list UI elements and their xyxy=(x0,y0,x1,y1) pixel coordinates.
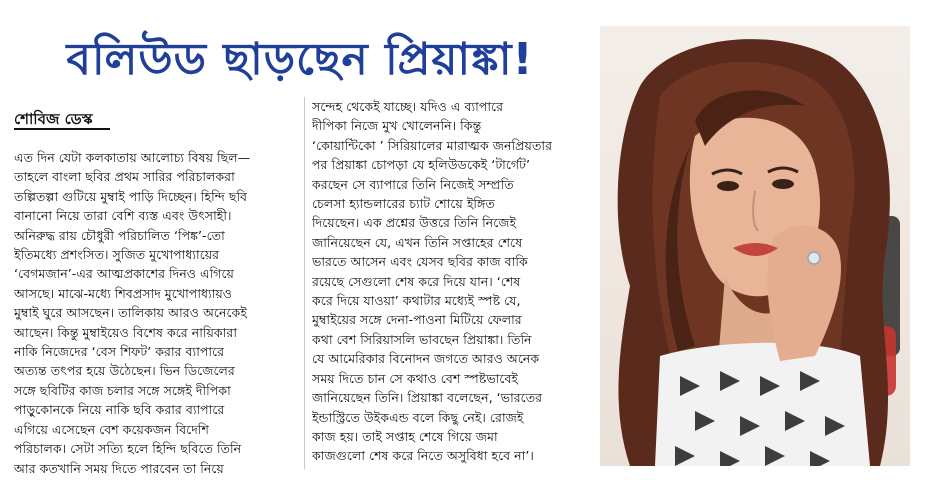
text-line: আসছে। মাঝে-মধ্যে শিবপ্রসাদ মুখোপাধ্যায়ও xyxy=(14,285,233,301)
text-line: ইতিমধ্যে প্রশংসিত। সুজিত মুখোপাধ্যায়ের xyxy=(14,247,220,263)
text-line: দিয়েছেন। এক প্রশ্নের উত্তরে তিনি নিজেই xyxy=(312,215,517,231)
text-line: এগিয়ে এসেছেন বেশ কয়েকজন বিদেশি xyxy=(14,421,209,437)
text-line: সময় দিতে চান সে কথাও বেশ স্পষ্টভাবেই xyxy=(312,370,518,386)
text-line: রয়েছে সেগুলো শেষ করে দিয়ে যান। ‘শেষ xyxy=(312,273,521,289)
text-line: এত দিন যেটা কলকাতায় আলোচ্য বিষয় ছিল— xyxy=(14,150,251,165)
text-line: আছেন। কিন্তু মুম্বাইয়েও বিশেষ করে নায়িকারা xyxy=(14,324,237,340)
text-line: অত্যন্ত তৎপর হয়ে উঠেছেন। ভিন ডিজেলের xyxy=(14,363,235,379)
text-line: ‘বেগমজান’-এর আত্মপ্রকাশের দিনও এগিয়ে xyxy=(14,266,234,282)
text-line: কথা বেশ সিরিয়াসলি ভাবছেন প্রিয়াঙ্কা। তিনি xyxy=(312,331,532,347)
text-line: করছেন সে ব্যাপারে তিনি নিজেই সম্প্রতি xyxy=(312,176,514,192)
article-column-right xyxy=(312,97,598,466)
text-line: বানানো নিয়ে তারা বেশি ব্যস্ত এবং উৎসাহী। xyxy=(14,208,232,224)
text-line: ‘কোয়ান্টিকো ’ সিরিয়ালের মারাত্মক জনপ্রিয়তার xyxy=(312,137,552,153)
text-line: সন্দেহ থেকেই যাচ্ছে। যদিও এ ব্যাপারে xyxy=(312,99,504,114)
text-line: যে আমেরিকার বিনোদন জগতে আরও অনেক xyxy=(312,351,540,367)
text-line: পাড়ুকোনকে নিয়ে নাকি ছবি করার ব্যাপারে xyxy=(14,402,225,418)
text-line: অনিরুদ্ধ রায় চৌধুরী পরিচালিত ‘পিঙ্ক’-তো xyxy=(14,227,225,243)
headline: বলিউড ছাড়ছেন প্রিয়াঙ্কা! xyxy=(66,34,534,85)
text-line: জানিয়েছেন তিনি। প্রিয়াঙ্কা বলেছেন, ‘ভারতের xyxy=(312,390,543,406)
portrait-photo xyxy=(600,26,910,466)
text-line: ভারতে আসেন এবং যেসব ছবির কাজ বাকি xyxy=(312,254,528,270)
byline-underline xyxy=(14,128,110,130)
column-divider xyxy=(304,97,305,469)
text-line: কাজগুলো শেষ করে নিতে অসুবিধা হবে না’। xyxy=(312,448,534,464)
byline: শোবিজ ডেস্ক xyxy=(14,110,93,128)
text-line: পর প্রিয়াঙ্কা চোপড়া যে হলিউডকেই ‘টার্গেট’ xyxy=(312,157,531,173)
text-line: সঙ্গে ছবিটির কাজ চলার সঙ্গে সঙ্গেই দীপিকা xyxy=(14,382,231,398)
text-line: নাকি নিজেদের ‘বেস শিফট’ করার ব্যাপারে xyxy=(14,344,225,360)
text-line: পরিচালক। সেটা সত্যি হলে হিন্দি ছবিতে তিনি xyxy=(14,441,242,457)
text-line: ইন্ডাস্ট্রিতে উইকএন্ড বলে কিছু নেই। রোজই xyxy=(312,409,524,425)
text-line: মুম্বাইয়ের সঙ্গে দেনা-পাওনা মিটিয়ে ফেলার xyxy=(312,312,522,328)
text-line: দীপিকা নিজে মুখ খোলেননি। কিন্তু xyxy=(312,118,482,134)
text-line: জানিয়েছেন যে, এখন তিনি সপ্তাহের শেষে xyxy=(312,234,523,250)
text-line: আর কতখানি সময় দিতে পারবেন তা নিয়ে xyxy=(14,460,224,476)
text-line: মুম্বাই ঘুরে আসছেন। তালিকায় আরও অনেকেই xyxy=(14,305,247,321)
portrait-photo-icon xyxy=(600,26,910,466)
text-line: চেলসা হ্যান্ডলারের চ্যাট শোয়ে ইঙ্গিত xyxy=(312,196,495,212)
text-line: তল্পিতল্পা গুটিয়ে মুম্বাই পাড়ি দিচ্ছেন। হিন্দি ছবি xyxy=(14,188,248,204)
article-column-left xyxy=(14,148,298,478)
text-line: কাজ হয়। তাই সপ্তাহ শেষে গিয়ে জমা xyxy=(312,428,498,444)
text-line: করে দিয়ে যাওয়া’ কথাটার মধ্যেই স্পষ্ট যে, xyxy=(312,293,521,309)
text-line: তাহলে বাংলা ছবির প্রথম সারির পরিচালকরা xyxy=(14,169,235,185)
